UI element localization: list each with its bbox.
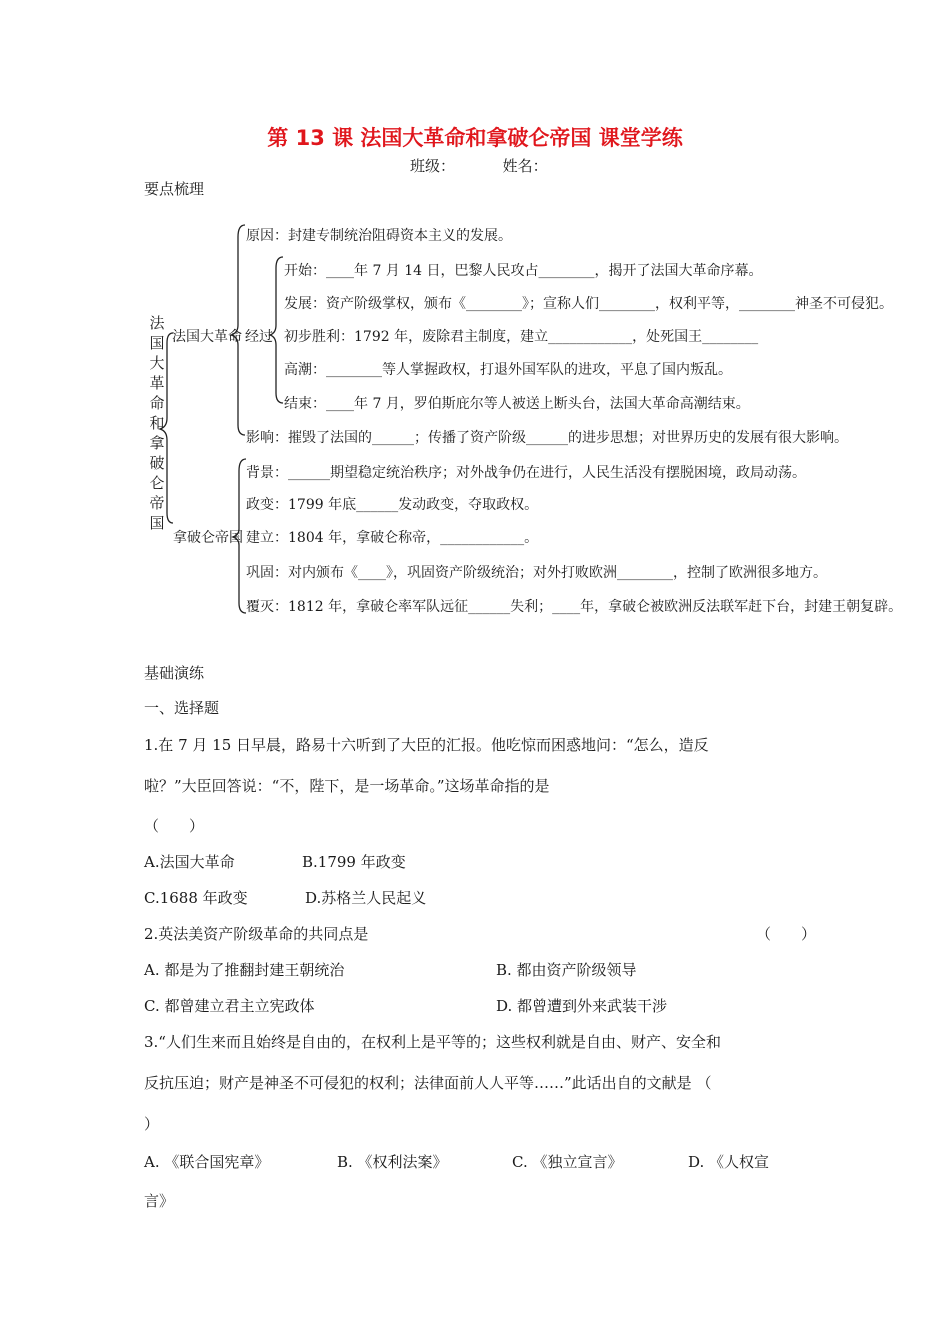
end-line: 结束：____年 7 月，罗伯斯庇尔等人被送上断头台，法国大革命高潮结束。 xyxy=(284,396,750,412)
section-outline: 要点梳理 xyxy=(144,180,205,198)
section-choice: 一、选择题 xyxy=(144,699,220,717)
climax-line: 高潮：________等人掌握政权，打退外国军队的进攻，平息了国内叛乱。 xyxy=(284,362,732,378)
q2-option-c: C. 都曾建立君主立宪政体 xyxy=(144,997,315,1015)
develop-line: 发展：资产阶级掌权，颁布《________》；宣称人们________，权利平等，________神圣不可侵犯。 xyxy=(284,296,893,312)
q2-answer-paren: （ ） xyxy=(756,925,817,943)
first-victory-line: 初步胜利：1792 年，废除君主制度，建立____________，处死国王________ xyxy=(284,329,759,345)
consolidate-line: 巩固：对内颁布《____》，巩固资产阶级统治；对外打败欧洲________，控制了欧洲很多地方。 xyxy=(246,565,827,581)
q3-option-b: B. 《权利法案》 xyxy=(337,1153,448,1171)
page-title: 第 13 课 法国大革命和拿破仑帝国 课堂学练 xyxy=(267,126,683,150)
establish-line: 建立：1804 年，拿破仑称帝，____________。 xyxy=(246,530,539,546)
fall-line: 覆灭：1812 年，拿破仑率军队远征______失利；____年，拿破仑被欧洲反法联军赶下台，封建王朝复辟。 xyxy=(246,599,903,615)
q3-stem-line1: 3.“人们生来而且始终是自由的，在权利上是平等的；这些权利就是自由、财产、安全和 xyxy=(144,1033,721,1051)
start-line: 开始：____年 7 月 14 日，巴黎人民攻占________，揭开了法国大革命序幕。 xyxy=(284,263,763,279)
process-label: 经过 xyxy=(245,329,273,345)
q2-stem: 2.英法美资产阶级革命的共同点是 xyxy=(144,925,369,943)
q3-option-d-cont: 言》 xyxy=(144,1192,175,1210)
q3-option-a: A. 《联合国宪章》 xyxy=(144,1153,270,1171)
impact-line: 影响：摧毁了法国的______；传播了资产阶级______的进步思想；对世界历史的发展有很大影响。 xyxy=(246,430,848,446)
q3-option-d: D. 《人权宣 xyxy=(688,1153,770,1171)
q1-answer-paren: （ ） xyxy=(144,817,205,835)
cause-line: 原因：封建专制统治阻碍资本主义的发展。 xyxy=(246,228,512,244)
class-label: 班级： xyxy=(410,157,456,175)
coup-line: 政变：1799 年底______发动政变，夺取政权。 xyxy=(246,497,539,513)
q1-option-a: A.法国大革命 xyxy=(144,853,235,871)
name-label: 姓名： xyxy=(502,157,548,175)
q1-option-b: B.1799 年政变 xyxy=(302,853,406,871)
q3-stem-line3: ） xyxy=(144,1115,160,1133)
q1-option-c: C.1688 年政变 xyxy=(144,889,248,907)
q3-stem-line2: 反抗压迫；财产是神圣不可侵犯的权利；法律面前人人平等……”此话出自的文献是 （ xyxy=(144,1074,712,1092)
q2-option-a: A. 都是为了推翻封建王朝统治 xyxy=(144,961,345,979)
q3-option-c: C. 《独立宣言》 xyxy=(512,1153,623,1171)
background-line: 背景：______期望稳定统治秩序；对外战争仍在进行，人民生活没有摆脱困境，政局动荡。 xyxy=(246,465,806,481)
q1-option-d: D.苏格兰人民起义 xyxy=(305,889,427,907)
outline-tree xyxy=(145,213,903,633)
q1-stem-line2: 啦？”大臣回答说：“不，陛下，是一场革命。”这场革命指的是 xyxy=(144,777,550,795)
section-practice: 基础演练 xyxy=(144,664,205,682)
revolution-label: 法国大革命 xyxy=(172,329,242,345)
q2-option-b: B. 都由资产阶级领导 xyxy=(496,961,637,979)
q1-stem-line1: 1.在 7 月 15 日早晨，路易十六听到了大臣的汇报。他吃惊而困惑地问：“怎么，造反 xyxy=(144,736,709,754)
napoleon-label: 拿破仑帝国 xyxy=(173,530,243,546)
class-name-line xyxy=(410,155,548,176)
root-label: 法国大革命和拿破仑帝国 xyxy=(149,314,165,532)
q2-option-d: D. 都曾遭到外来武装干涉 xyxy=(496,997,668,1015)
